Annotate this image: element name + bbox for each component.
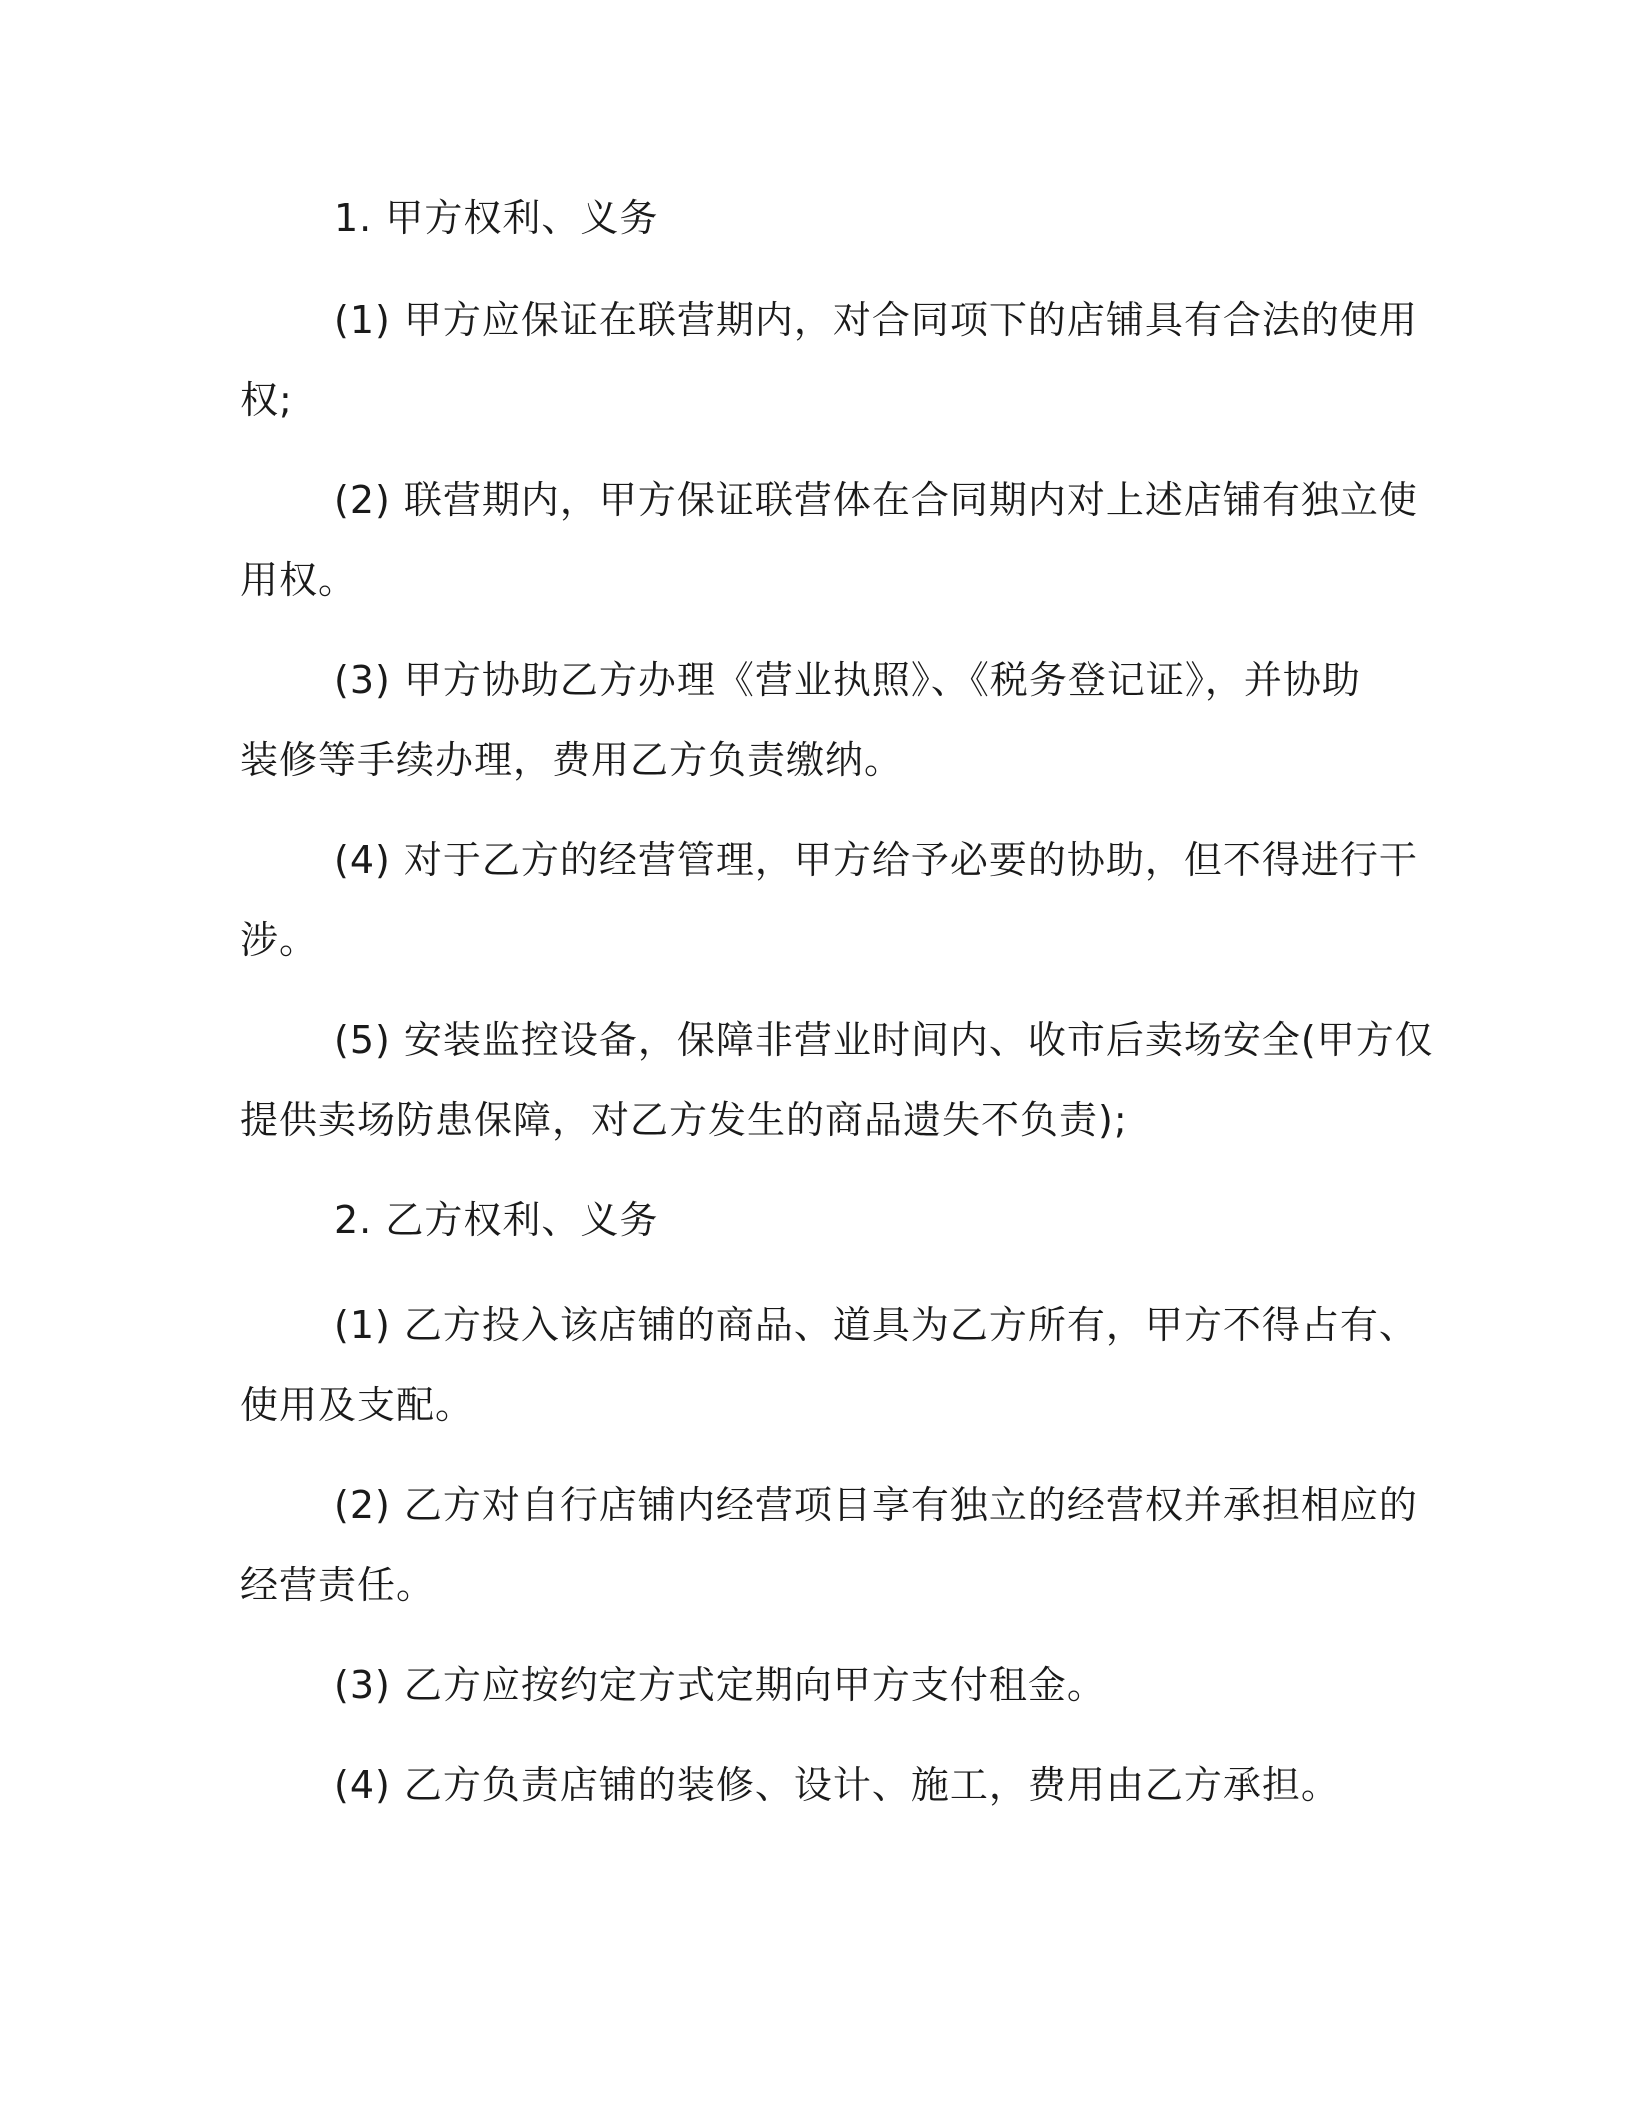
paragraph-line: (5) 安装监控设备，保障非营业时间内、收市后卖场安全(甲方仅: [334, 1018, 1434, 1062]
paragraph-line: (2) 联营期内，甲方保证联营体在合同期内对上述店铺有独立使: [334, 478, 1418, 522]
paragraph-line: 经营责任。: [240, 1563, 436, 1607]
section-heading-1: 1. 甲方权利、义务: [334, 196, 659, 240]
paragraph-line: 权;: [240, 378, 293, 422]
paragraph-line: 涉。: [240, 918, 319, 962]
paragraph-line: 提供卖场防患保障，对乙方发生的商品遗失不负责);: [240, 1098, 1128, 1142]
paragraph-line: (3) 乙方应按约定方式定期向甲方支付租金。: [334, 1663, 1106, 1707]
paragraph-line: (1) 乙方投入该店铺的商品、道具为乙方所有，甲方不得占有、: [334, 1303, 1418, 1347]
paragraph-line: (3) 甲方协助乙方办理《营业执照》、《税务登记证》，并协助: [334, 658, 1361, 702]
paragraph-line: 使用及支配。: [240, 1383, 475, 1427]
paragraph-line: (4) 对于乙方的经营管理，甲方给予必要的协助，但不得进行干: [334, 838, 1418, 882]
paragraph-line: (1) 甲方应保证在联营期内，对合同项下的店铺具有合法的使用: [334, 298, 1418, 342]
paragraph-line: (4) 乙方负责店铺的装修、设计、施工，费用由乙方承担。: [334, 1763, 1340, 1807]
paragraph-line: 装修等手续办理，费用乙方负责缴纳。: [240, 738, 904, 782]
paragraph-line: 用权。: [240, 558, 358, 602]
section-heading-2: 2. 乙方权利、义务: [334, 1198, 659, 1242]
paragraph-line: (2) 乙方对自行店铺内经营项目享有独立的经营权并承担相应的: [334, 1483, 1418, 1527]
